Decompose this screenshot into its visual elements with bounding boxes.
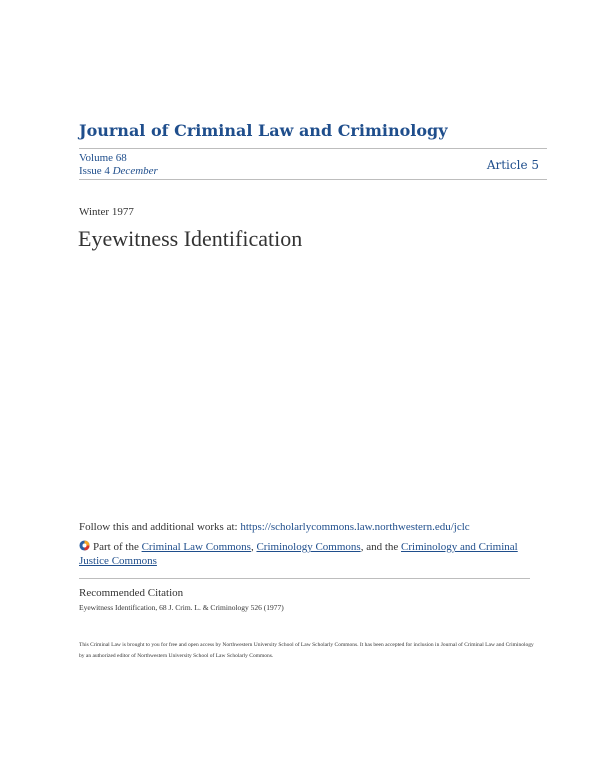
issue-number: Issue 4 <box>79 165 110 177</box>
criminology-criminal-justice-commons-link[interactable]: Criminology and Criminal Justice Commons <box>79 541 518 567</box>
follow-url-link[interactable]: https://scholarlycommons.law.northwestern.edu/jclc <box>240 521 470 533</box>
footer-notice: This Criminal Law is brought to you for free and open access by Northwestern University School of Law Scholarly Commons. It has been accepted for inclusion in Journal of Criminal Law and Criminology by an authorized editor of Northwestern University School of Law Scholarly Commons. <box>79 642 534 659</box>
publication-date: Winter 1977 <box>79 206 134 218</box>
follow-line <box>79 521 470 533</box>
issue-link[interactable] <box>79 165 158 177</box>
issue-month: December <box>112 165 158 177</box>
journal-title[interactable]: Journal of Criminal Law and Criminology <box>79 121 448 140</box>
recommended-citation-text: Eyewitness Identification, 68 J. Crim. L. & Criminology 526 (1977) <box>79 603 284 612</box>
commons-network-icon <box>79 540 90 551</box>
volume-link[interactable]: Volume 68 <box>79 152 127 164</box>
criminology-commons-link[interactable]: Criminology Commons <box>256 541 361 553</box>
header-bottom-rule <box>79 179 547 180</box>
recommended-citation-heading: Recommended Citation <box>79 587 184 599</box>
part-of-sep1: , <box>250 541 257 553</box>
article-title: Eyewitness Identification <box>78 226 303 251</box>
part-of-prefix: Part of the <box>93 541 142 553</box>
part-of-sep2: , and the <box>360 541 402 553</box>
header-top-rule <box>79 148 547 149</box>
article-number-link[interactable]: Article 5 <box>486 158 539 172</box>
criminal-law-commons-link[interactable]: Criminal Law Commons <box>141 541 251 553</box>
part-of-line <box>79 540 541 568</box>
follow-text: Follow this and additional works at: <box>79 521 241 533</box>
citation-rule <box>79 578 530 579</box>
